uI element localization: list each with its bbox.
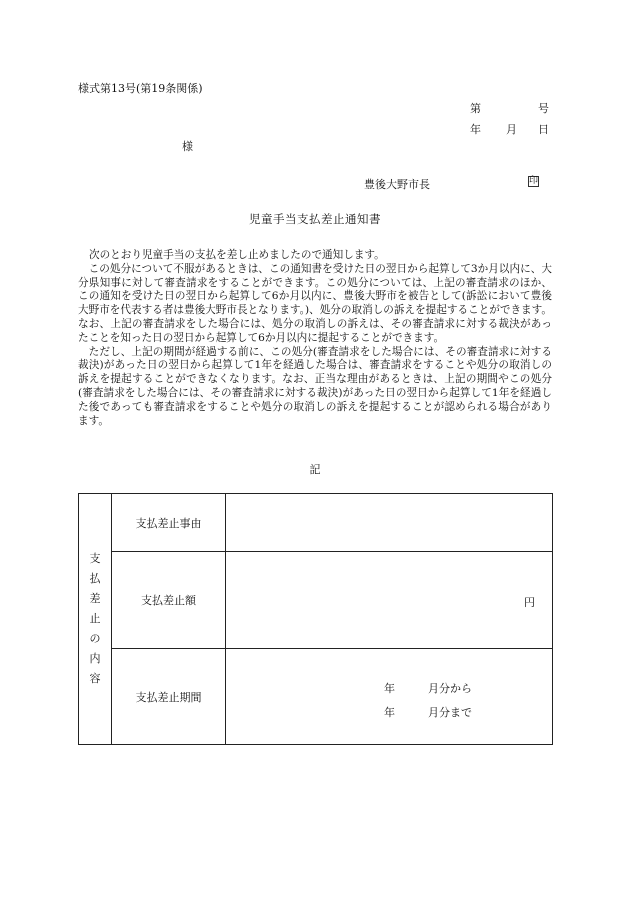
document-title: 児童手当支払差止通知書	[249, 212, 381, 226]
reason-label: 支払差止事由	[112, 494, 226, 552]
period-to: 年 月分まで	[384, 706, 472, 719]
number-suffix: 号	[538, 102, 549, 115]
date-month: 月	[506, 123, 517, 136]
vertical-char: の	[89, 632, 101, 645]
notice-paragraph-1: 次のとおり児童手当の支払を差し止めましたので通知します。	[89, 249, 385, 261]
amount-label: 支払差止額	[112, 552, 226, 649]
form-number: 様式第13号(第19条関係)	[78, 82, 203, 95]
date-day: 日	[538, 123, 549, 136]
period-value[interactable]	[226, 649, 553, 745]
vertical-char: 支	[89, 552, 101, 565]
suspension-details-table	[78, 493, 553, 745]
ki-heading: 記	[309, 463, 321, 476]
notice-body	[78, 249, 552, 428]
vertical-char: 差	[89, 592, 101, 605]
date-year: 年	[470, 123, 481, 136]
period-from: 年 月分から	[384, 682, 472, 695]
vertical-char: 止	[89, 612, 101, 625]
issuer-name: 豊後大野市長	[364, 178, 430, 191]
reason-value[interactable]	[226, 494, 553, 552]
vertical-label-cell	[79, 494, 112, 745]
seal-mark: 印	[529, 176, 539, 186]
notice-paragraph-2: この処分について不服があるときは、この通知書を受けた日の翌日から起算して3か月以内に、大分県知事に対して審査請求をすることができます。この処分については、上記の審査請求のほか、この通知を受けた日の翌日から起算して6か月以内に、豊後大野市を被告として(訴訟において豊後大野市を代表する者は豊後大野市長となります。)、処分の取消しの訴えを提起することができます。なお、上記の審査請求をした場合には、処分の取消しの訴えは、その審査請求に対する裁決があったことを知った日の翌日から起算して6か月以内に提起することができます。	[78, 262, 552, 344]
yen-unit: 円	[524, 596, 535, 609]
vertical-char: 払	[89, 572, 101, 585]
number-prefix: 第	[470, 102, 481, 115]
vertical-char: 内	[89, 652, 101, 665]
amount-value[interactable]	[226, 552, 553, 649]
notice-paragraph-3: ただし、上記の期間が経過する前に、この処分(審査請求をした場合には、その審査請求に対する裁決)があった日の翌日から起算して1年を経過した場合は、審査請求をすることや処分の取消しの訴えを提起することができなくなります。なお、正当な理由があるときは、上記の期間やこの処分(審査請求をした場合には、その審査請求に対する裁決)があった日の翌日から起算して1年を経過した後であっても審査請求をすることや処分の取消しの訴えを提起することが認められる場合があります。	[78, 345, 552, 427]
vertical-char: 容	[89, 672, 101, 685]
period-label: 支払差止期間	[112, 649, 226, 745]
addressee-suffix: 様	[182, 140, 193, 153]
